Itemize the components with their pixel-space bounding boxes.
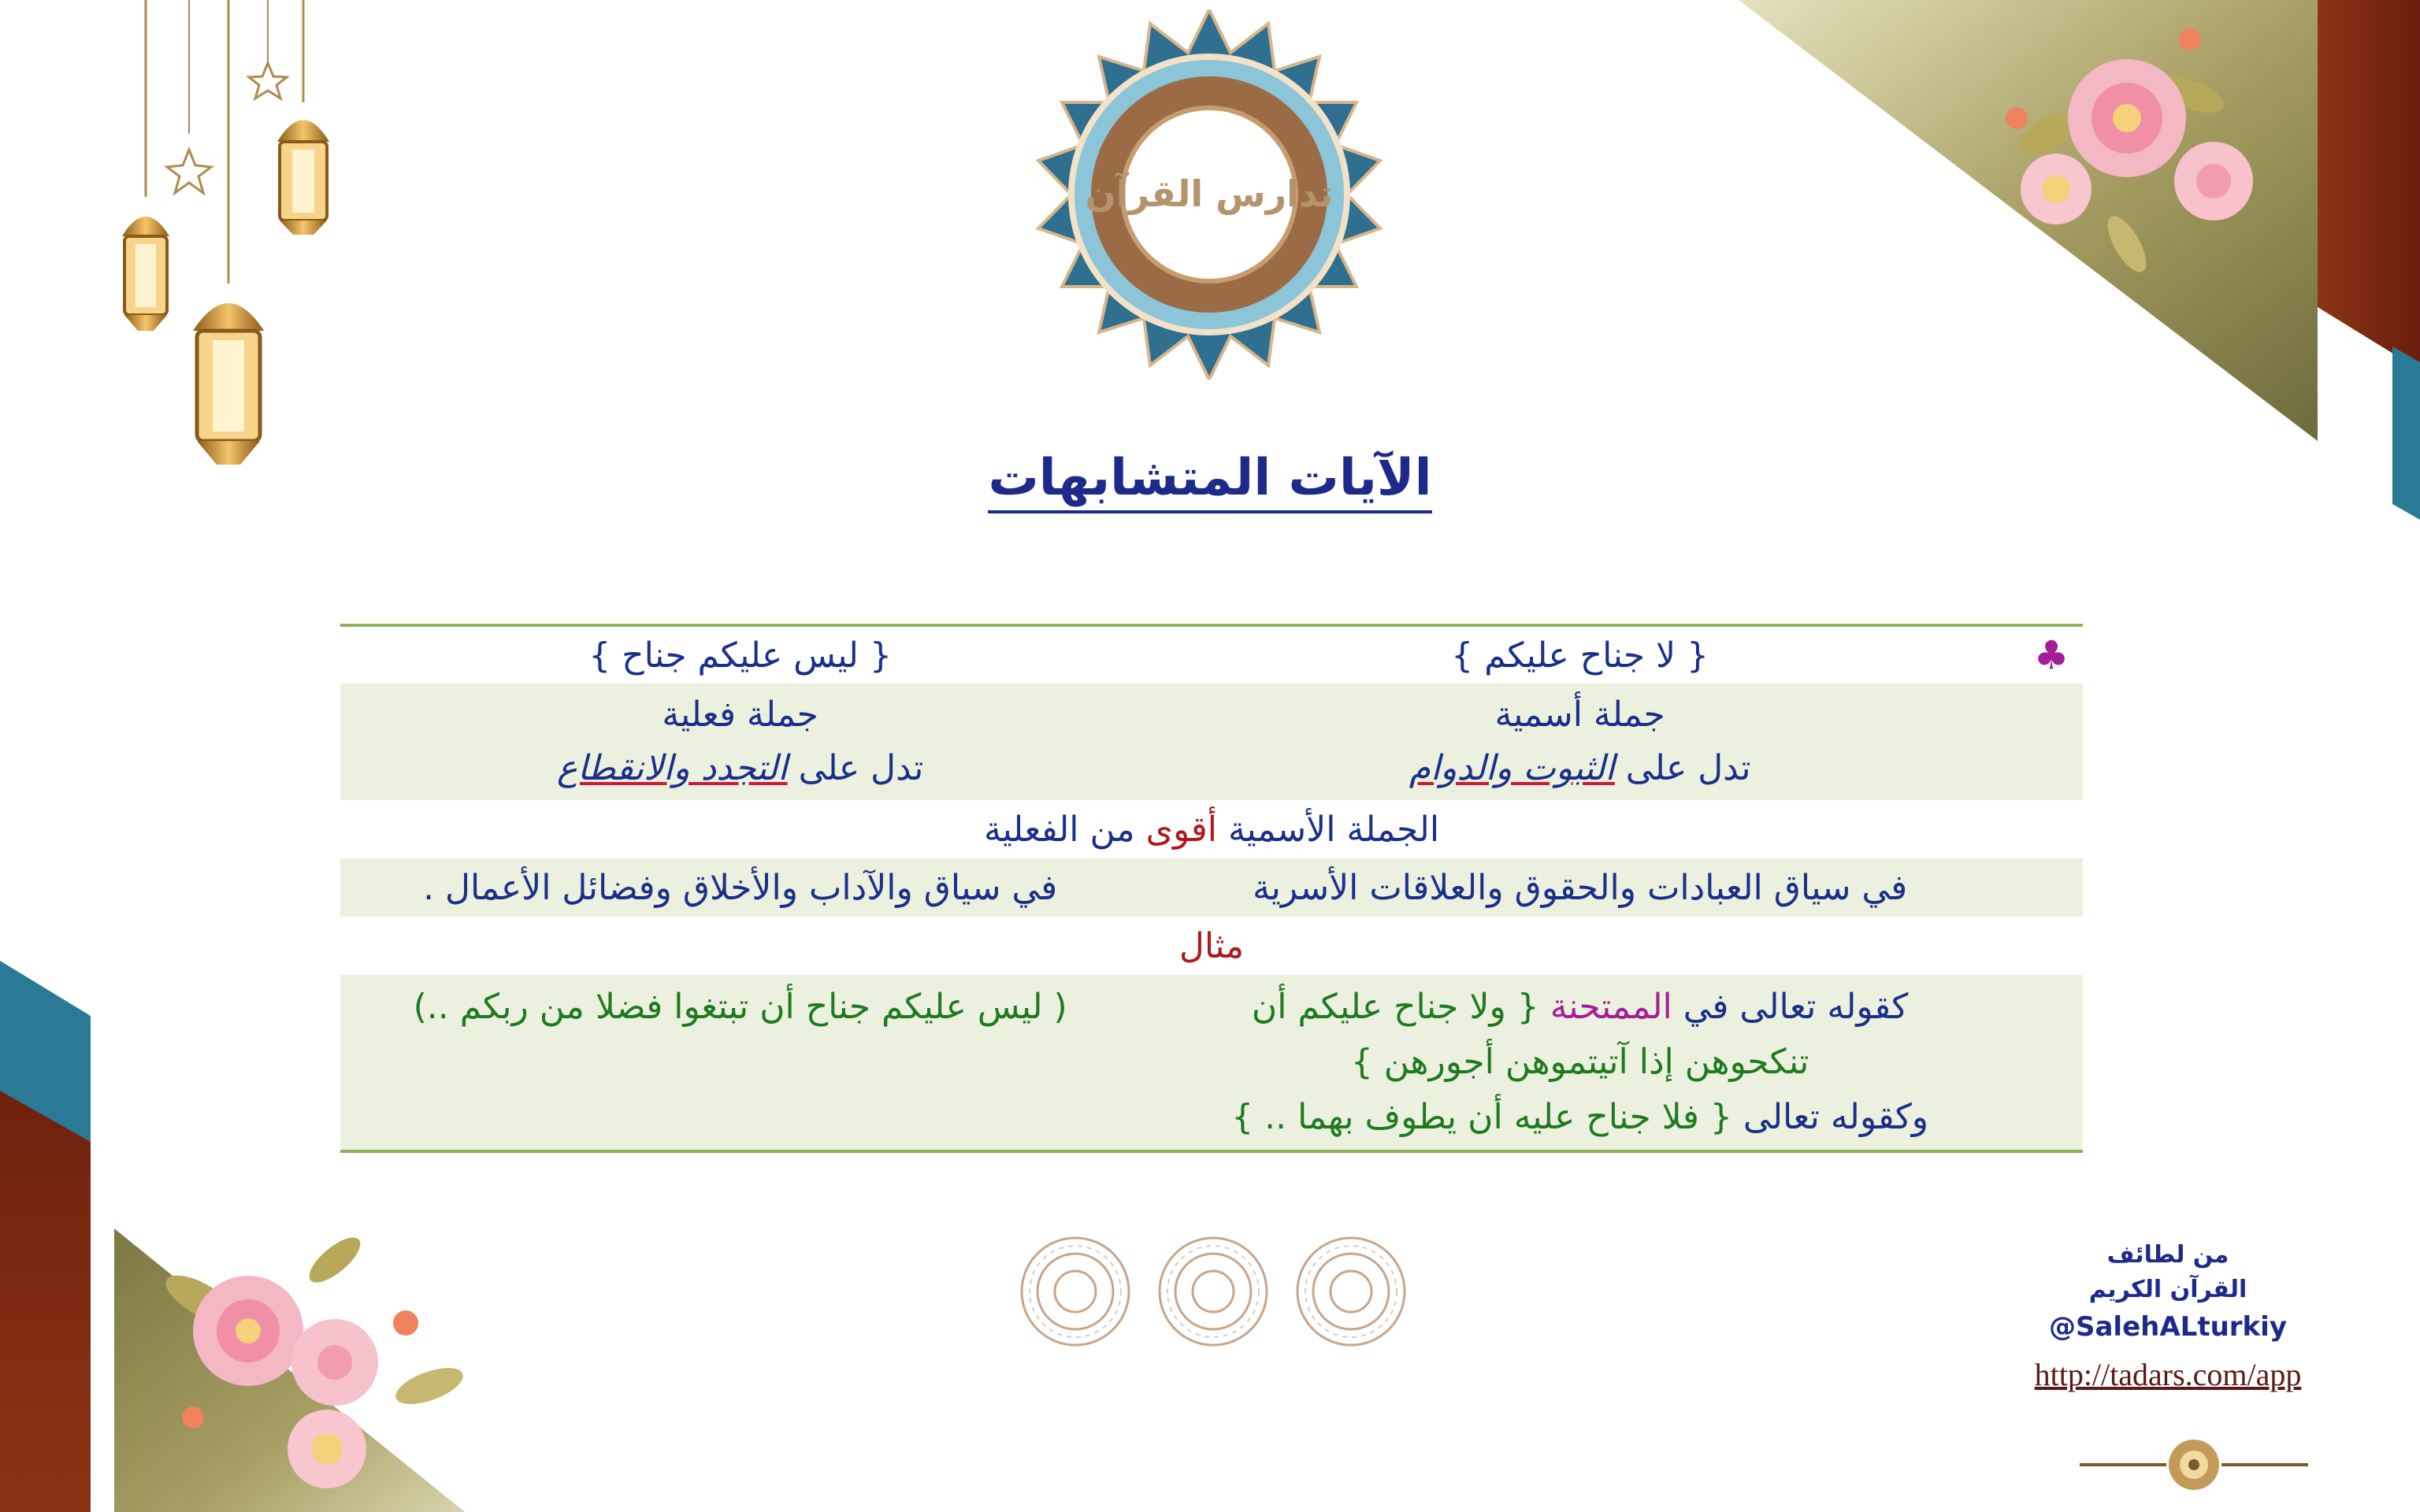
- example-label: مثال: [1178, 925, 1245, 966]
- footer-line-2: القرآن الكريم: [2088, 1276, 2247, 1303]
- club-bullet-icon: ♣: [2033, 632, 2069, 678]
- nominal-sentence-cell: جملة أسمية تدل على الثبوت والدوام: [1409, 695, 1751, 788]
- verbal-sentence-cell: جملة فعلية تدل على التجدد والانقطاع: [556, 695, 924, 788]
- footer-divider-ornament: [2072, 1433, 2316, 1496]
- table-row-examples: [340, 975, 2083, 1153]
- header-cell-laysa-alaykum: { ليس عليكم جناح }: [588, 635, 892, 676]
- footer-handle: @SalehALturkiy: [2049, 1311, 2287, 1343]
- example-right-cell: كقوله تعالى في الممتحنة { ولا جناح عليكم أن تنكحوهن إذا آتيتموهن أجورهن } وكقوله تعالى { فلا جناح عليه أن يطوف بهما .. }: [1231, 987, 1929, 1137]
- page-title: الآيات المتشابهات: [988, 449, 1431, 513]
- table-row-context: [340, 858, 2083, 917]
- footer-url-link[interactable]: http://tadars.com/app: [2034, 1357, 2302, 1392]
- table-row-sentence-type: [340, 684, 2083, 800]
- flower-bouquet-bottom-left: [146, 1228, 477, 1512]
- lanterns-decoration: [110, 0, 354, 488]
- tadars-quran-emblem: [1024, 9, 1394, 380]
- page-title-wrap: [0, 449, 2420, 507]
- flower-bouquet-top-right: [1954, 8, 2269, 276]
- emphasis-renewal: التجدد والانقطاع: [556, 748, 788, 788]
- context-right-cell: في سياق العبادات والحقوق والعلاقات الأسرية: [1253, 867, 1908, 908]
- table-row-example-label: [340, 917, 2083, 975]
- emblem-text: تدارس القرآن: [1085, 172, 1334, 215]
- header-cell-la-junah: { لا جناح عليكم }: [1451, 635, 1709, 676]
- example-left-cell: ( ليس عليكم جناح أن تبتغوا فضلا من ربكم ..): [413, 987, 1067, 1027]
- comparison-table: [340, 624, 2083, 1153]
- footer-line-1: من لطائف: [2106, 1241, 2229, 1269]
- footer-credit: [2018, 1238, 2318, 1393]
- context-left-cell: في سياق والآداب والأخلاق وفضائل الأعمال .: [423, 867, 1058, 908]
- conclusion-cell: الجملة الأسمية أقوى من الفعلية: [983, 809, 1440, 850]
- table-row-header: [340, 624, 2083, 684]
- ornament-medallions: [1016, 1228, 1410, 1354]
- table-row-conclusion: [340, 800, 2083, 858]
- emphasis-permanence: الثبوت والدوام: [1409, 748, 1615, 788]
